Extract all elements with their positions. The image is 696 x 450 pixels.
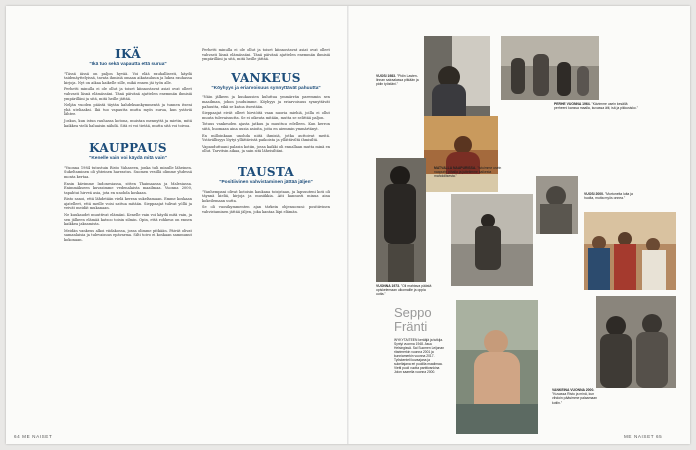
caption-2000 (584, 192, 644, 200)
photo-harbour (451, 194, 533, 286)
paragraph: Meidän vankeus alkoi viidakossa, jossa olimme pitkään. Päivät olivat samanlaisia ja tulevaisuus epävarma. Silti toivo ei koskaan sammunut kokonaan. (64, 228, 192, 243)
caption-year: VUONNA 1973. (376, 284, 400, 288)
subheading-vankeus: "Köyhyys ja eriarvoisuus synnyttävät pahuutta" (211, 85, 321, 91)
heading-kauppaus: KAUPPAUS (89, 141, 167, 156)
left-column-2 (202, 48, 330, 428)
caption-vankeina (552, 388, 600, 405)
caption-text: "Pidin Lasten-linnan sairaalassa pitkään ja pidin työstäni." (376, 74, 419, 87)
paragraph: "Tässä iässä on paljon hyvää. Voi elää rauhallisesti, käydä taidenäyttelyissä, tavata ihmisiä omaan aikatauluun ja lukea rauhassa kirjoja. Nyt on aikaa kaikelle sille, mikä ennen jäi työn alle. (64, 71, 192, 85)
photo-1973 (376, 158, 426, 282)
caption-year: PERHE VUONNA 1964. (554, 102, 591, 106)
photo-family-1964 (501, 36, 599, 100)
paragraph: Perhetti minulla ei ole ollut ja toiset kiinnostavat asiat ovat olleet vahvasti läsnä elämässäni. Tänä päivänä ajattelen enemmän ihmisiä ympärilläni ja sitä, mitä heille jättää. (202, 48, 330, 62)
caption-text: "Oli mahtava päästä opiskelemaan ulkomaille ja oppia uutta." (376, 284, 432, 297)
paragraph: Se oli vuosikymmenten ajan tärkein ohjenuorani: positiivinen vahvistaminen jättää jäljen, joka kantaa läpi elämän. (202, 205, 330, 214)
paragraph: "Näin jälkeen ja kuukausien kuluttua ymmärrän paremmin sen maailman, johon jouduimme. Köyhyys ja eriarvoisuus synnyttävät pahuutta, eikä se katoa itsestään. (202, 95, 330, 109)
caption-1964 (554, 102, 640, 110)
paragraph: Vapauduttuani palasin kotiin, jossa kaikki oli ennallaan mutta minä en ollut. Tarvitsin aikaa, ja sain sitä läheisiltäni. (202, 144, 331, 154)
paragraph: Risto sanoi, että lähdetään vielä kerran sukeltamaan. Emme koskaan ajatelleet, että meille voisi sattua mitään. Sieppaajat tulivat yöllä ja veivät meidät mukanaan. (64, 197, 192, 211)
heading-vankeus: VANKEUS (231, 70, 301, 85)
heading-ika: IKÄ (115, 47, 141, 61)
caption-1983 (376, 74, 420, 87)
left-column-1 (64, 48, 192, 428)
right-folio: ME NAISET 65 (624, 434, 663, 439)
photo-group-colour (584, 212, 676, 290)
caption-year: VANKEINA VUONNA 2000. (552, 388, 595, 392)
photo-2000-grey (536, 176, 578, 234)
caption-year: MATVALLA NAAPURISSA. (434, 166, 477, 170)
paragraph: Ne kuukaudet muuttivat elämäni. Kenelle vain voi käydä mitä vain, ja sen jälkeen elämää katsoo toisin silmin. Opin, että rohkeus on ennen kaikkea jaksamista. (64, 213, 192, 227)
paragraph: "Vuonna 1984 tutustuin Risto Vahaseen, jonka tuli minulle läheinen. Sukeltaminen oli yhteinen harrastus. Suomen vesillä olimme yhdessä monta kertaa. (64, 165, 192, 179)
paragraph: Joskus, kun istun rauhassa kotona, muistan mennyttä ja mietin, mitä kaikkea vielä haluaisin nähdä. Sitä ei voi tietää, mutta sitä voi toivoa. (64, 118, 192, 128)
caption-text: "Kävimme usein kesällä perheeni kanssa maalla, kuvassa äiti, isä ja pikkusisko." (554, 102, 638, 111)
name-line-2: Fränti (394, 319, 428, 334)
caption-text: "Murtuneita luita ja huolta, mutta myös onnea." (584, 192, 633, 201)
photo-seppo-water (456, 300, 538, 434)
magazine-spread (6, 6, 690, 444)
paragraph: Perhetti minulla ei ole ollut ja toiset kiinnostavat asiat ovat olleet vahvasti läsnä elämässäni. Tänä päivänä ajattelen enemmän ihmisiä ympärilläni ja sitä, mitä heille jättää. (64, 87, 192, 101)
subheading-tausta: "Positiivinen vahvistaminen jättää jäljen" (219, 179, 313, 185)
bio-text: WYKYTAITEEN kerääjä ja tutkija. Syntyi vuonna 1948. Asuu Helsingissä. Sai Suomen Leijonan ritarimerkin vuonna 2001 ja kunniamerkin vuonna 2017. Työskenteli kuvaajana ja sukeltajana eri puolilla maailmaa. Vietti puoli vuotta panttivankina Jolon saarella vuonna 2000. (394, 338, 445, 374)
paragraph: "Vanhempani olivat kotoisin kaukana toisistaan, ja lapsuuteni koti oli täynnä kieliä, kirjoja ja musiikkia. Äiti kannusti minua aina kokeilemaan uutta. (202, 189, 330, 203)
caption-text: "Kuvassa Risto ja minä, kun vihdoin pääsimme palaamaan kotiin." (552, 392, 598, 405)
caption-matvala (434, 166, 508, 179)
subheading-ika: "Ikä tuo sekä vapautta että surua" (89, 62, 167, 67)
paragraph: Neljän vuoden päästä täytän kahdeksankymmentä ja tunnen itseni yhä uteliaaksi. Ikä tuo vapautta mutta myös surua, kun ystäviä lähtee. (64, 103, 192, 117)
paragraph: Sieppaajat eivät olleet hirviöitä vaan nuoria miehiä, joilla ei ollut muuta tulevaisuutta. Se ei oikeuta mitään, mutta se selittää paljon. (202, 111, 330, 120)
caption-year: VUOSI 2000. (584, 192, 604, 196)
paragraph: Ensin kävimme Indonesiassa, sitten Thaimaassa ja Malesiassa. Enimmäkseen kuvasimme vedenalaista maailmaa. Vuonna 2000, tapahtui hirveä asia, jota en unohda koskaan. (64, 181, 192, 195)
caption-text: "Istuimme usein naapurin pihalla ja juttelimme kaikesta mahdollisesta." (434, 166, 502, 179)
paragraph: Totuus vankeuden ajasta jatkuu ja muuttuu edelleen. Kun kerron siitä, huomaan aina uusia asioita, joita en aiemmin ymmärtänyt. (202, 122, 330, 131)
name-line-1: Seppo (394, 305, 432, 320)
photo-vankeina (596, 296, 676, 388)
caption-1973 (376, 284, 432, 297)
heading-tausta: TAUSTA (237, 164, 295, 179)
caption-year: VUOSI 1983. (376, 74, 396, 78)
photo-woman-window (424, 36, 490, 128)
subheading-kauppaus: "Kenelle vain voi käydä mitä vain" (89, 156, 167, 162)
paragraph: En milloinkaan unohda niitä ihmisiä, jotka auttoivat meitä. Ystävällisyys löytyi yllättävistä paikoista ja yllättäviltä ihmisiltä. (202, 133, 330, 143)
photo-matvala (424, 116, 498, 192)
left-folio: 64 ME NAISET (14, 434, 53, 439)
page-gutter (347, 6, 349, 444)
